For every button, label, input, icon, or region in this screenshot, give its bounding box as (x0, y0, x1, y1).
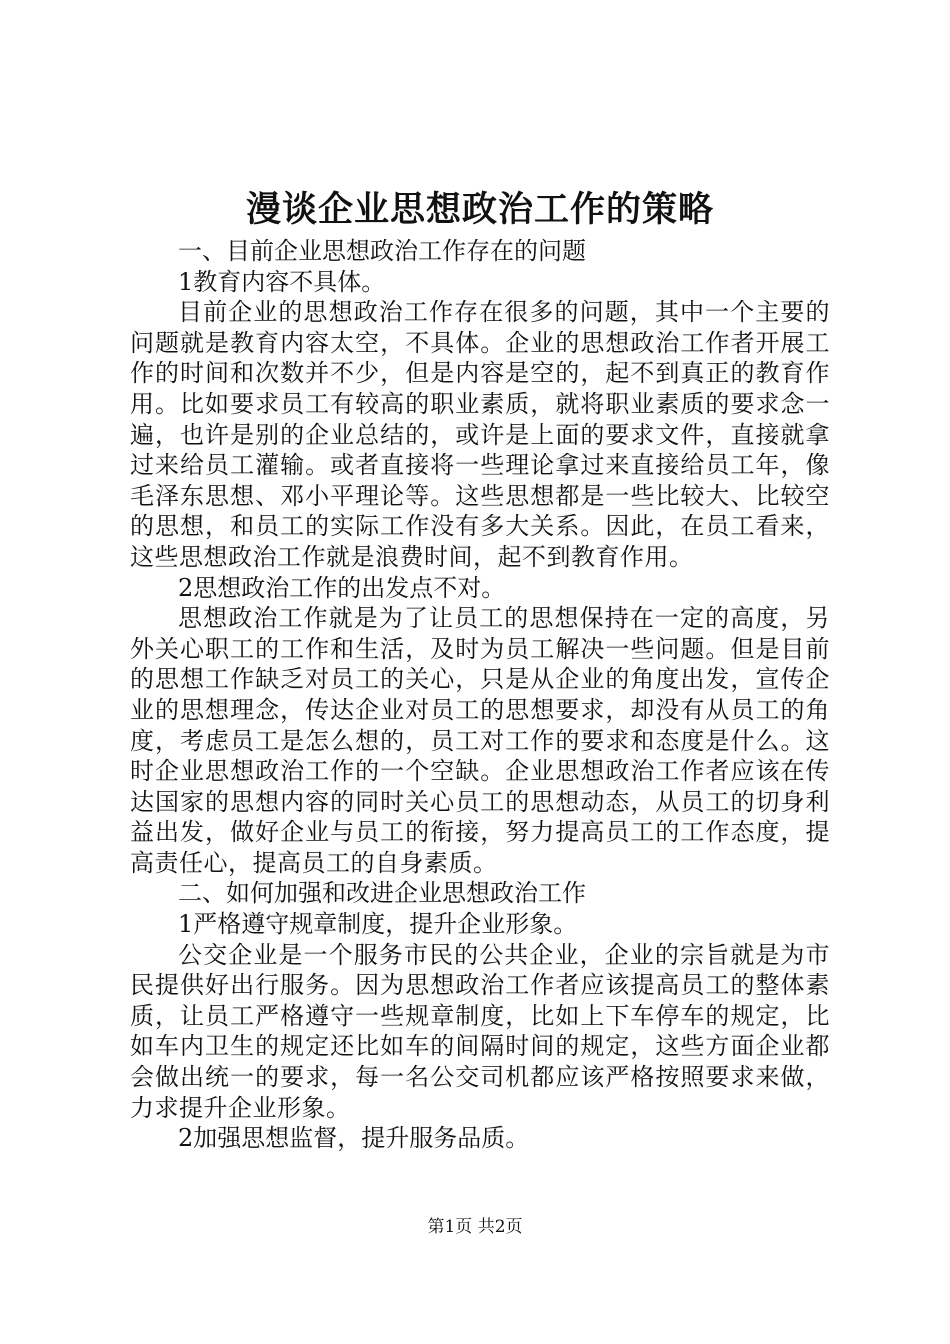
paragraph-1: 目前企业的思想政治工作存在很多的问题，其中一个主要的问题就是教育内容太空，不具体。企业的思想政治工作者开展工作的时间和次数并不少，但是内容是空的，起不到真正的教育作用。比如要求员工有较高的职业素质，就将职业素质的要求念一遍，也许是别的企业总结的，或许是上面的要求文件，直接就拿过来给员工灌输。或者直接将一些理论拿过来直接给员工年，像毛泽东思想、邓小平理论等。这些思想都是一些比较大、比较空的思想，和员工的实际工作没有多大关系。因此，在员工看来，这些思想政治工作就是浪费时间，起不到教育作用。 (130, 298, 830, 571)
document-title: 漫谈企业思想政治工作的策略 (245, 189, 714, 230)
document-page (130, 188, 830, 1154)
section-heading-2: 二、如何加强和改进企业思想政治工作 (178, 879, 586, 908)
section-heading-1: 一、目前企业思想政治工作存在的问题 (178, 237, 586, 265)
subsection-heading-1-1: 1教育内容不具体。 (178, 267, 386, 296)
subsection-heading-2-2: 2加强思想监督，提升服务品质。 (178, 1124, 530, 1153)
subsection-heading-1-2: 2思想政治工作的出发点不对。 (178, 573, 506, 602)
subsection-heading-2-1: 1严格遵守规章制度，提升企业形象。 (178, 910, 578, 939)
page-footer: 第1页 共2页 (427, 1217, 523, 1237)
paragraph-2: 思想政治工作就是为了让员工的思想保持在一定的高度，另外关心职工的工作和生活，及时为员工解决一些问题。但是目前的思想工作缺乏对员工的关心，只是从企业的角度出发，宣传企业的思想理念，传达企业对员工的思想要求，却没有从员工的角度，考虑员工是怎么想的，员工对工作的要求和态度是什么。这时企业思想政治工作的一个空缺。企业思想政治工作者应该在传达国家的思想内容的同时关心员工的思想动态，从员工的切身利益出发，做好企业与员工的衔接，努力提高员工的工作态度，提高责任心，提高员工的自身素质。 (130, 604, 830, 877)
paragraph-3: 公交企业是一个服务市民的公共企业，企业的宗旨就是为市民提供好出行服务。因为思想政治工作者应该提高员工的整体素质，让员工严格遵守一些规章制度，比如上下车停车的规定，比如车内卫生的规定还比如车的间隔时间的规定，这些方面企业都会做出统一的要求，每一名公交司机都应该严格按照要求来做，力求提升企业形象。 (130, 940, 830, 1122)
